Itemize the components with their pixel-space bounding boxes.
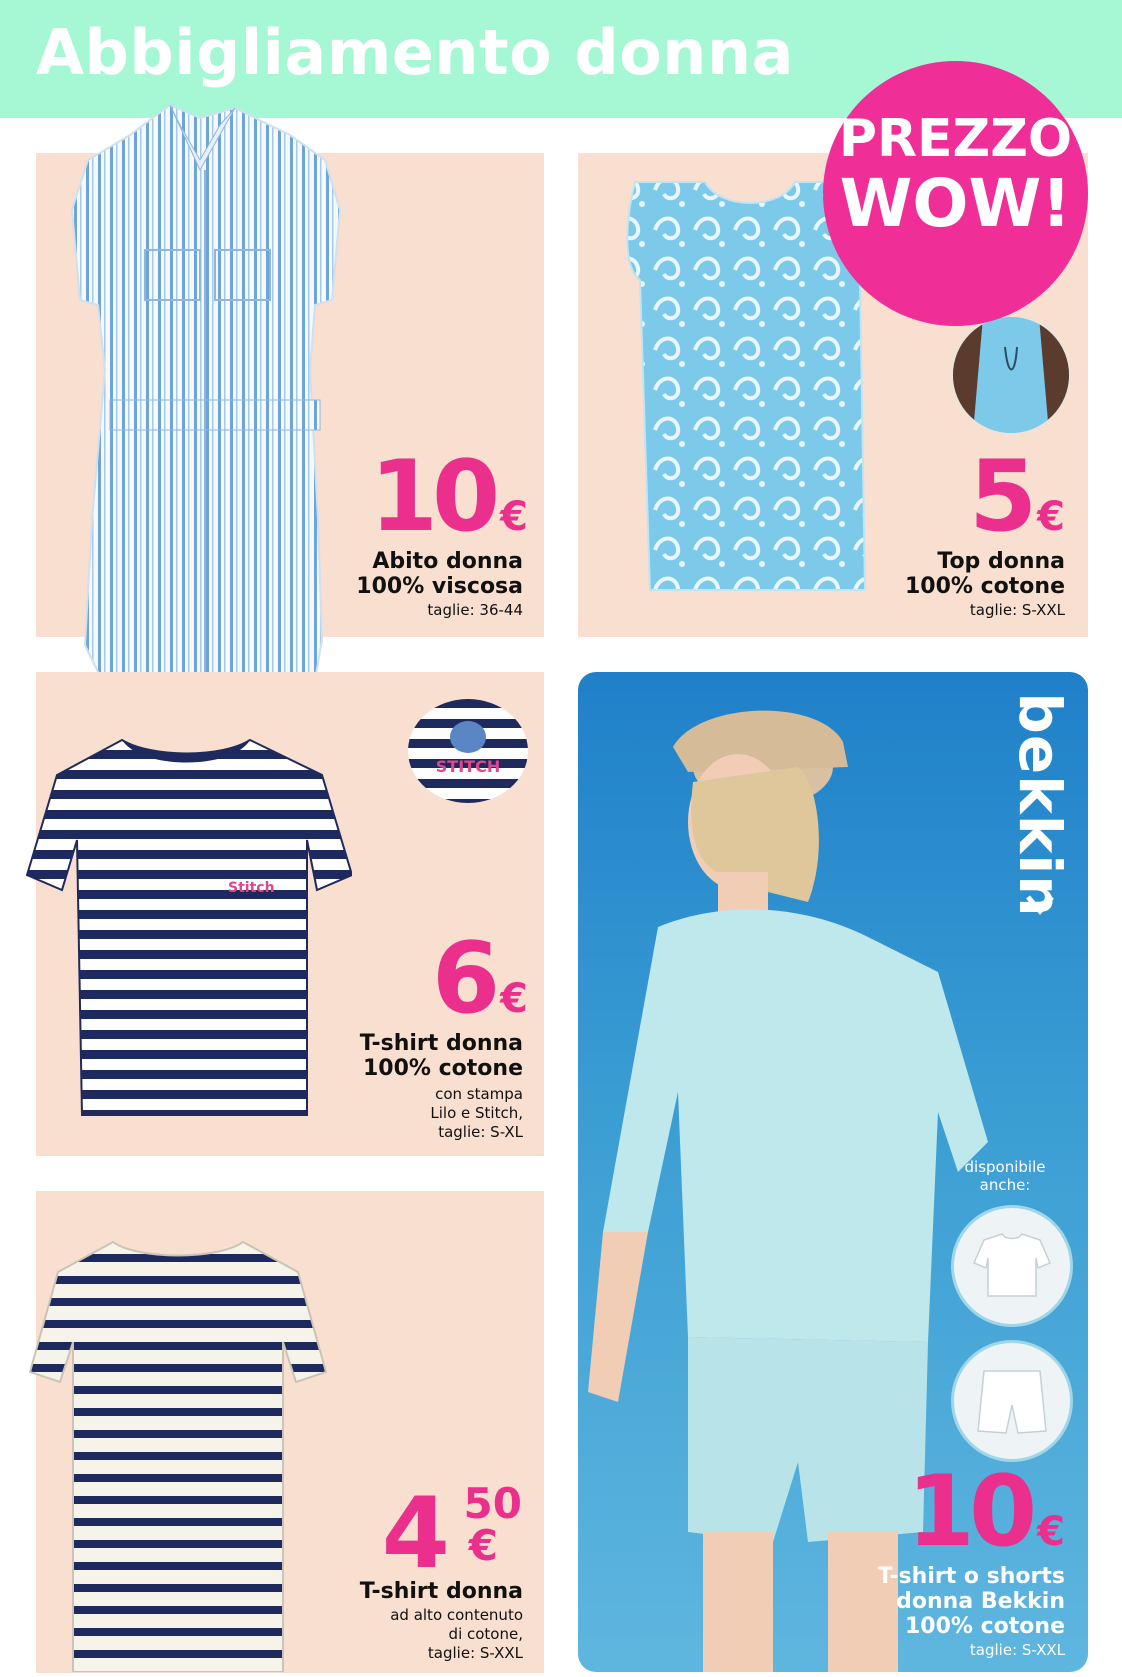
available-also-label [935, 1158, 1075, 1194]
striped-tshirt-price [370, 1475, 528, 1591]
dress-title-line1: Abito donna [372, 549, 523, 574]
striped-tshirt-price-currency: € [468, 1521, 498, 1570]
white-tshirt-variant-image [954, 1208, 1070, 1324]
white-shorts-variant-image [954, 1343, 1070, 1459]
striped-tshirt-price-decimals: 50 [463, 1479, 522, 1528]
available-also-line2: anche: [979, 1176, 1031, 1194]
stitch-tshirt-title-line1: T-shirt donna [359, 1031, 523, 1056]
stitch-print-detail-thumbnail [408, 699, 528, 803]
bekkin-price [850, 1455, 1065, 1569]
top-price [870, 440, 1065, 554]
dress-price-integer: 10 [369, 440, 495, 554]
top-title-line1: Top donna [937, 549, 1065, 574]
top-back-detail-thumbnail [950, 314, 1072, 436]
top-back-detail-image [953, 317, 1069, 433]
dress-title [300, 549, 523, 599]
stitch-tshirt-detail-line2: Lilo e Stitch, [430, 1104, 523, 1122]
prezzo-wow-badge [823, 61, 1088, 326]
top-title [850, 549, 1065, 599]
bekkin-sizes: taglie: S-XXL [969, 1641, 1065, 1659]
bekkin-title-line2: donna Bekkin [896, 1589, 1065, 1614]
stitch-print-detail-text: STITCH [435, 757, 501, 776]
dress-sizes: taglie: 36-44 [427, 601, 523, 619]
stitch-tshirt-price-integer: 6 [431, 922, 495, 1036]
bekkin-title-line3: 100% cotone [905, 1614, 1065, 1639]
stitch-tshirt-detail-line1: con stampa [435, 1085, 523, 1103]
stitch-tshirt-title [300, 1031, 523, 1081]
striped-tshirt-detail-line2: di cotone, [448, 1625, 523, 1643]
bekkin-logo-text: bekkin [1006, 692, 1074, 918]
top-price-integer: 5 [968, 440, 1032, 554]
stitch-face-icon [450, 721, 486, 753]
striped-tshirt-title-line1: T-shirt donna [359, 1579, 523, 1604]
bekkin-price-currency: € [1037, 1509, 1065, 1555]
badge-line1: PREZZO [838, 109, 1073, 169]
striped-tshirt-title [300, 1579, 523, 1604]
page-title: Abbigliamento donna [36, 16, 794, 89]
striped-tshirt-details [300, 1606, 523, 1663]
striped-tshirt-detail-line3: taglie: S-XXL [427, 1644, 523, 1662]
dress-title-line2: 100% viscosa [356, 574, 523, 599]
bekkin-price-integer: 10 [906, 1455, 1032, 1569]
cream-navy-striped-tshirt-image [28, 1232, 328, 1672]
badge-line2: WOW! [839, 165, 1072, 242]
bekkin-logo [1000, 690, 1080, 920]
bekkin-title-line1: T-shirt o shorts [877, 1564, 1065, 1589]
top-sizes: taglie: S-XXL [969, 601, 1065, 619]
striped-tshirt-detail-line1: ad alto contenuto [390, 1606, 523, 1624]
top-price-currency: € [1037, 494, 1065, 540]
stitch-print-label: Stitch [228, 880, 275, 896]
stitch-tshirt-details [300, 1085, 523, 1142]
striped-tshirt-price-integer: 4 [381, 1477, 450, 1591]
top-title-line2: 100% cotone [905, 574, 1065, 599]
available-also-line1: disponibile [964, 1158, 1046, 1176]
white-tshirt-variant-thumbnail [951, 1205, 1073, 1327]
bekkin-chevron-logo-icon [1026, 895, 1054, 915]
bekkin-title [820, 1564, 1065, 1639]
dress-price [330, 440, 528, 554]
stitch-tshirt-detail-line3: taglie: S-XL [438, 1123, 523, 1141]
stitch-tshirt-price [330, 922, 528, 1036]
stitch-tshirt-price-currency: € [500, 976, 528, 1022]
white-shorts-variant-thumbnail [951, 1340, 1073, 1462]
stitch-tshirt-title-line2: 100% cotone [363, 1056, 523, 1081]
dress-price-currency: € [500, 494, 528, 540]
